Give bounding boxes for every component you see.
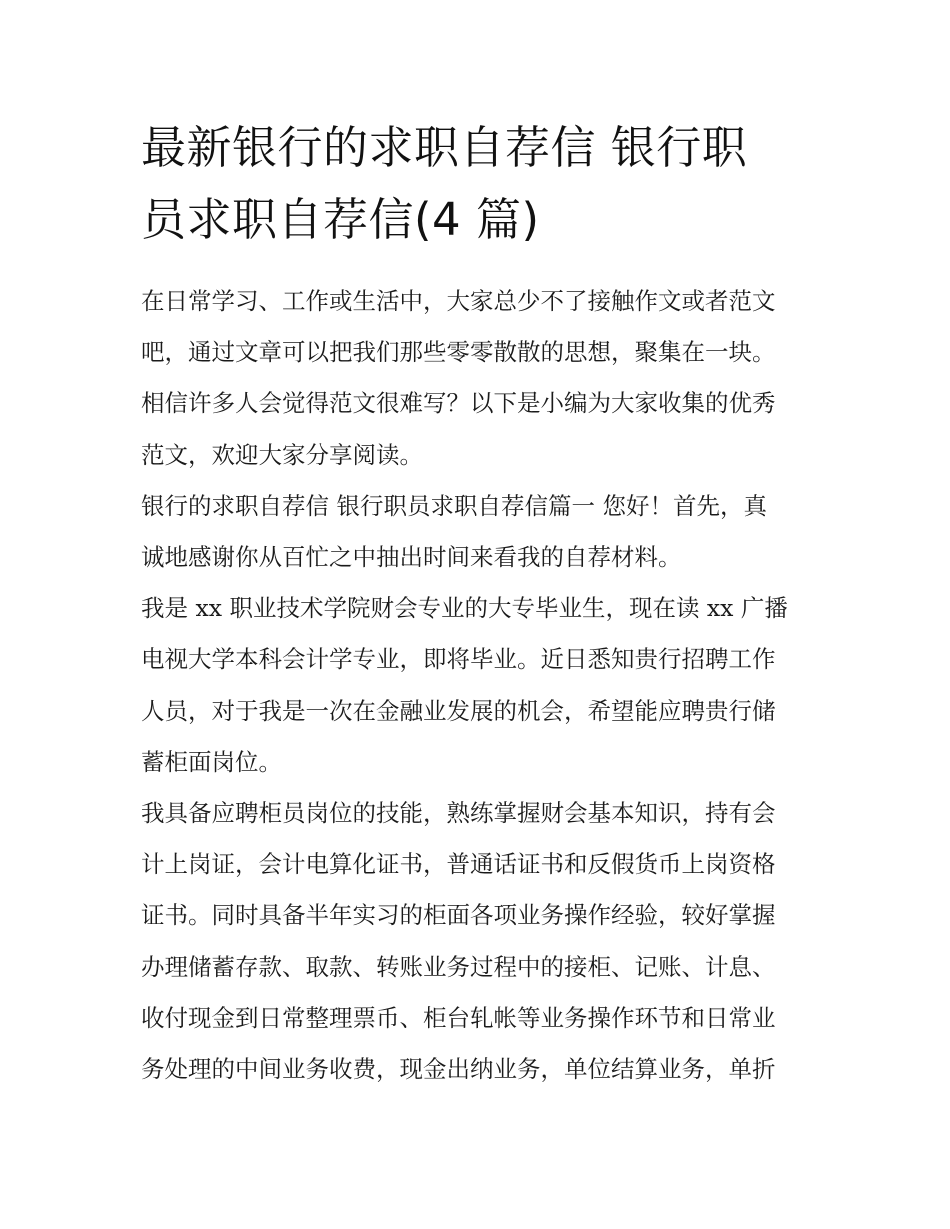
text-line: 办理储蓄存款、取款、转账业务过程中的接柜、记账、计息、 xyxy=(141,952,776,981)
text-line: 蓄柜面岗位。 xyxy=(141,747,282,776)
title-line: 员求职自荐信(4 篇) xyxy=(141,193,540,246)
text-line: 银行的求职自荐信 银行职员求职自荐信篇一 您好！首先，真 xyxy=(141,491,767,520)
text-line: 范文，欢迎大家分享阅读。 xyxy=(141,440,423,469)
paragraph-greeting xyxy=(141,481,821,583)
text-line: 证书。同时具备半年实习的柜面各项业务操作经验，较好掌握 xyxy=(141,901,776,930)
text-line: 在日常学习、工作或生活中，大家总少不了接触作文或者范文 xyxy=(141,287,776,315)
paragraph-self-intro xyxy=(141,583,821,788)
text-line: 吧，通过文章可以把我们那些零零散散的思想，聚集在一块。 xyxy=(141,338,776,367)
text-line: 相信许多人会觉得范文很难写？以下是小编为大家收集的优秀 xyxy=(141,389,776,418)
text-line: 电视大学本科会计学专业，即将毕业。近日悉知贵行招聘工作 xyxy=(141,645,776,674)
text-line: 诚地感谢你从百忙之中抽出时间来看我的自荐材料。 xyxy=(141,543,682,572)
title-line: 最新银行的求职自荐信 银行职 xyxy=(141,121,748,174)
document-body xyxy=(141,276,821,1095)
text-line: 人员，对于我是一次在金融业发展的机会，希望能应聘贵行储 xyxy=(141,696,776,725)
text-line: 我是 xx 职业技术学院财会专业的大专毕业生，现在读 xx 广播 xyxy=(141,594,788,623)
text-line: 计上岗证，会计电算化证书，普通话证书和反假货币上岗资格 xyxy=(141,850,776,879)
paragraph-skills xyxy=(141,788,821,1095)
text-line: 我具备应聘柜员岗位的技能，熟练掌握财会基本知识，持有会 xyxy=(141,799,776,828)
paragraph-intro xyxy=(141,276,821,481)
text-line: 收付现金到日常整理票币、柜台轧帐等业务操作环节和日常业 xyxy=(141,1003,776,1032)
text-line: 务处理的中间业务收费，现金出纳业务，单位结算业务，单折 xyxy=(141,1055,776,1084)
document-title xyxy=(141,112,821,256)
